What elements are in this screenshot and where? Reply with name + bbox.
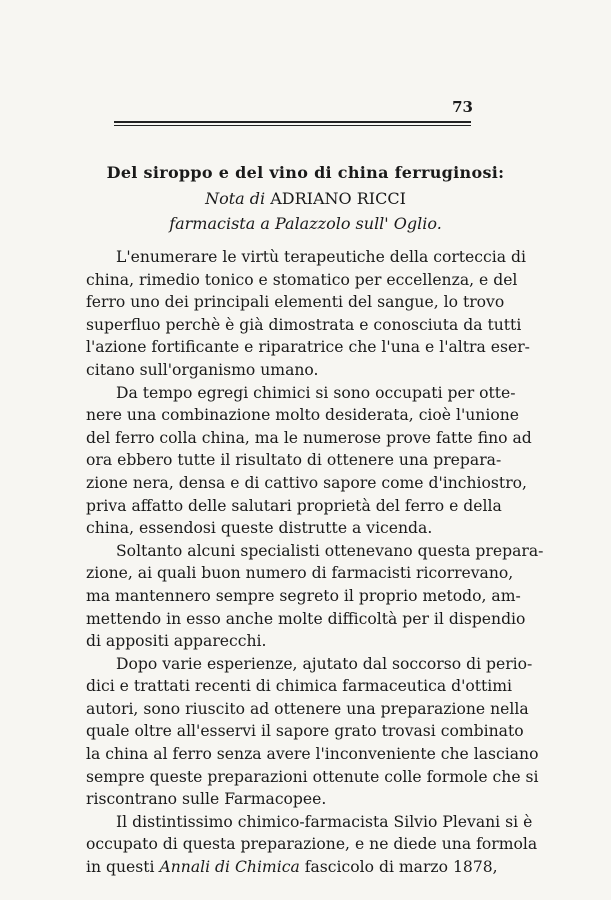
body-line: zione, ai quali buon numero di farmacisti ricorrevano, bbox=[86, 564, 514, 583]
body-line: dici e trattati recenti di chimica farmaceutica d'ottimi bbox=[86, 677, 513, 696]
journal-title: Annali di Chimica bbox=[159, 858, 300, 877]
body-line: superfluo perchè è già dimostrata e conosciuta da tutti bbox=[86, 315, 522, 334]
body-line: nere una combinazione molto desiderata, cioè l'unione bbox=[86, 406, 520, 425]
body-line: quale oltre all'esservi il sapore grato trovasi combinato bbox=[86, 722, 524, 741]
body-line: L'enumerare le virtù terapeutiche della corteccia di bbox=[116, 248, 526, 266]
body-line: l'azione fortificante e riparatrice che l'una e l'altra eser- bbox=[86, 338, 530, 357]
body-line: Soltanto alcuni specialisti ottenevano questa prepara- bbox=[116, 541, 544, 560]
body-line-final bbox=[86, 856, 498, 879]
body-line: del ferro colla china, ma le numerose prove fatte fino ad bbox=[86, 428, 532, 447]
nota-label: Nota di bbox=[205, 189, 266, 208]
body-line: riscontrano sulle Farmacopee. bbox=[86, 790, 327, 809]
body-line: occupato di questa preparazione, e ne diede una formola bbox=[86, 835, 538, 854]
article-title: Del siroppo e del vino di china ferruginosi: bbox=[106, 163, 505, 182]
body-line: sempre queste preparazioni ottenute colle formole che si bbox=[86, 767, 539, 786]
body-line: priva affatto delle salutari proprietà del ferro e della bbox=[86, 496, 502, 515]
page-number: 73 bbox=[452, 98, 473, 116]
body-line: autori, sono riuscito ad ottenere una preparazione nella bbox=[86, 699, 529, 718]
article-body bbox=[86, 246, 544, 879]
body-line: ferro uno dei principali elementi del sangue, lo trovo bbox=[86, 293, 505, 312]
author-affiliation: farmacista a Palazzolo sull' Oglio. bbox=[169, 214, 442, 233]
body-line: di appositi apparecchi. bbox=[86, 632, 267, 651]
body-line: mettendo in esso anche molte difficoltà per il dispendio bbox=[86, 609, 526, 628]
body-line: la china al ferro senza avere l'inconveniente che lasciano bbox=[86, 745, 539, 764]
body-line: china, essendosi queste distrutte a vicenda. bbox=[86, 519, 433, 538]
body-line: Da tempo egregi chimici si sono occupati per otte- bbox=[116, 383, 516, 402]
final-line-after: fascicolo di marzo 1878, bbox=[304, 858, 498, 877]
body-line: ora ebbero tutte il risultato di ottenere una prepara- bbox=[86, 451, 502, 470]
byline bbox=[0, 189, 611, 208]
author-name: ADRIANO RICCI bbox=[270, 189, 406, 208]
body-line: ma mantennero sempre segreto il proprio metodo, am- bbox=[86, 586, 521, 605]
final-line-before: in questi bbox=[86, 858, 155, 877]
body-line: Il distintissimo chimico-farmacista Silvio Plevani si è bbox=[116, 812, 533, 831]
body-line: china, rimedio tonico e stomatico per eccellenza, e del bbox=[86, 270, 518, 289]
header-rule bbox=[114, 121, 471, 126]
body-line: Dopo varie esperienze, ajutato dal soccorso di perio- bbox=[116, 654, 533, 673]
body-line: citano sull'organismo umano. bbox=[86, 360, 319, 379]
body-line: zione nera, densa e di cattivo sapore come d'inchiostro, bbox=[86, 473, 528, 492]
